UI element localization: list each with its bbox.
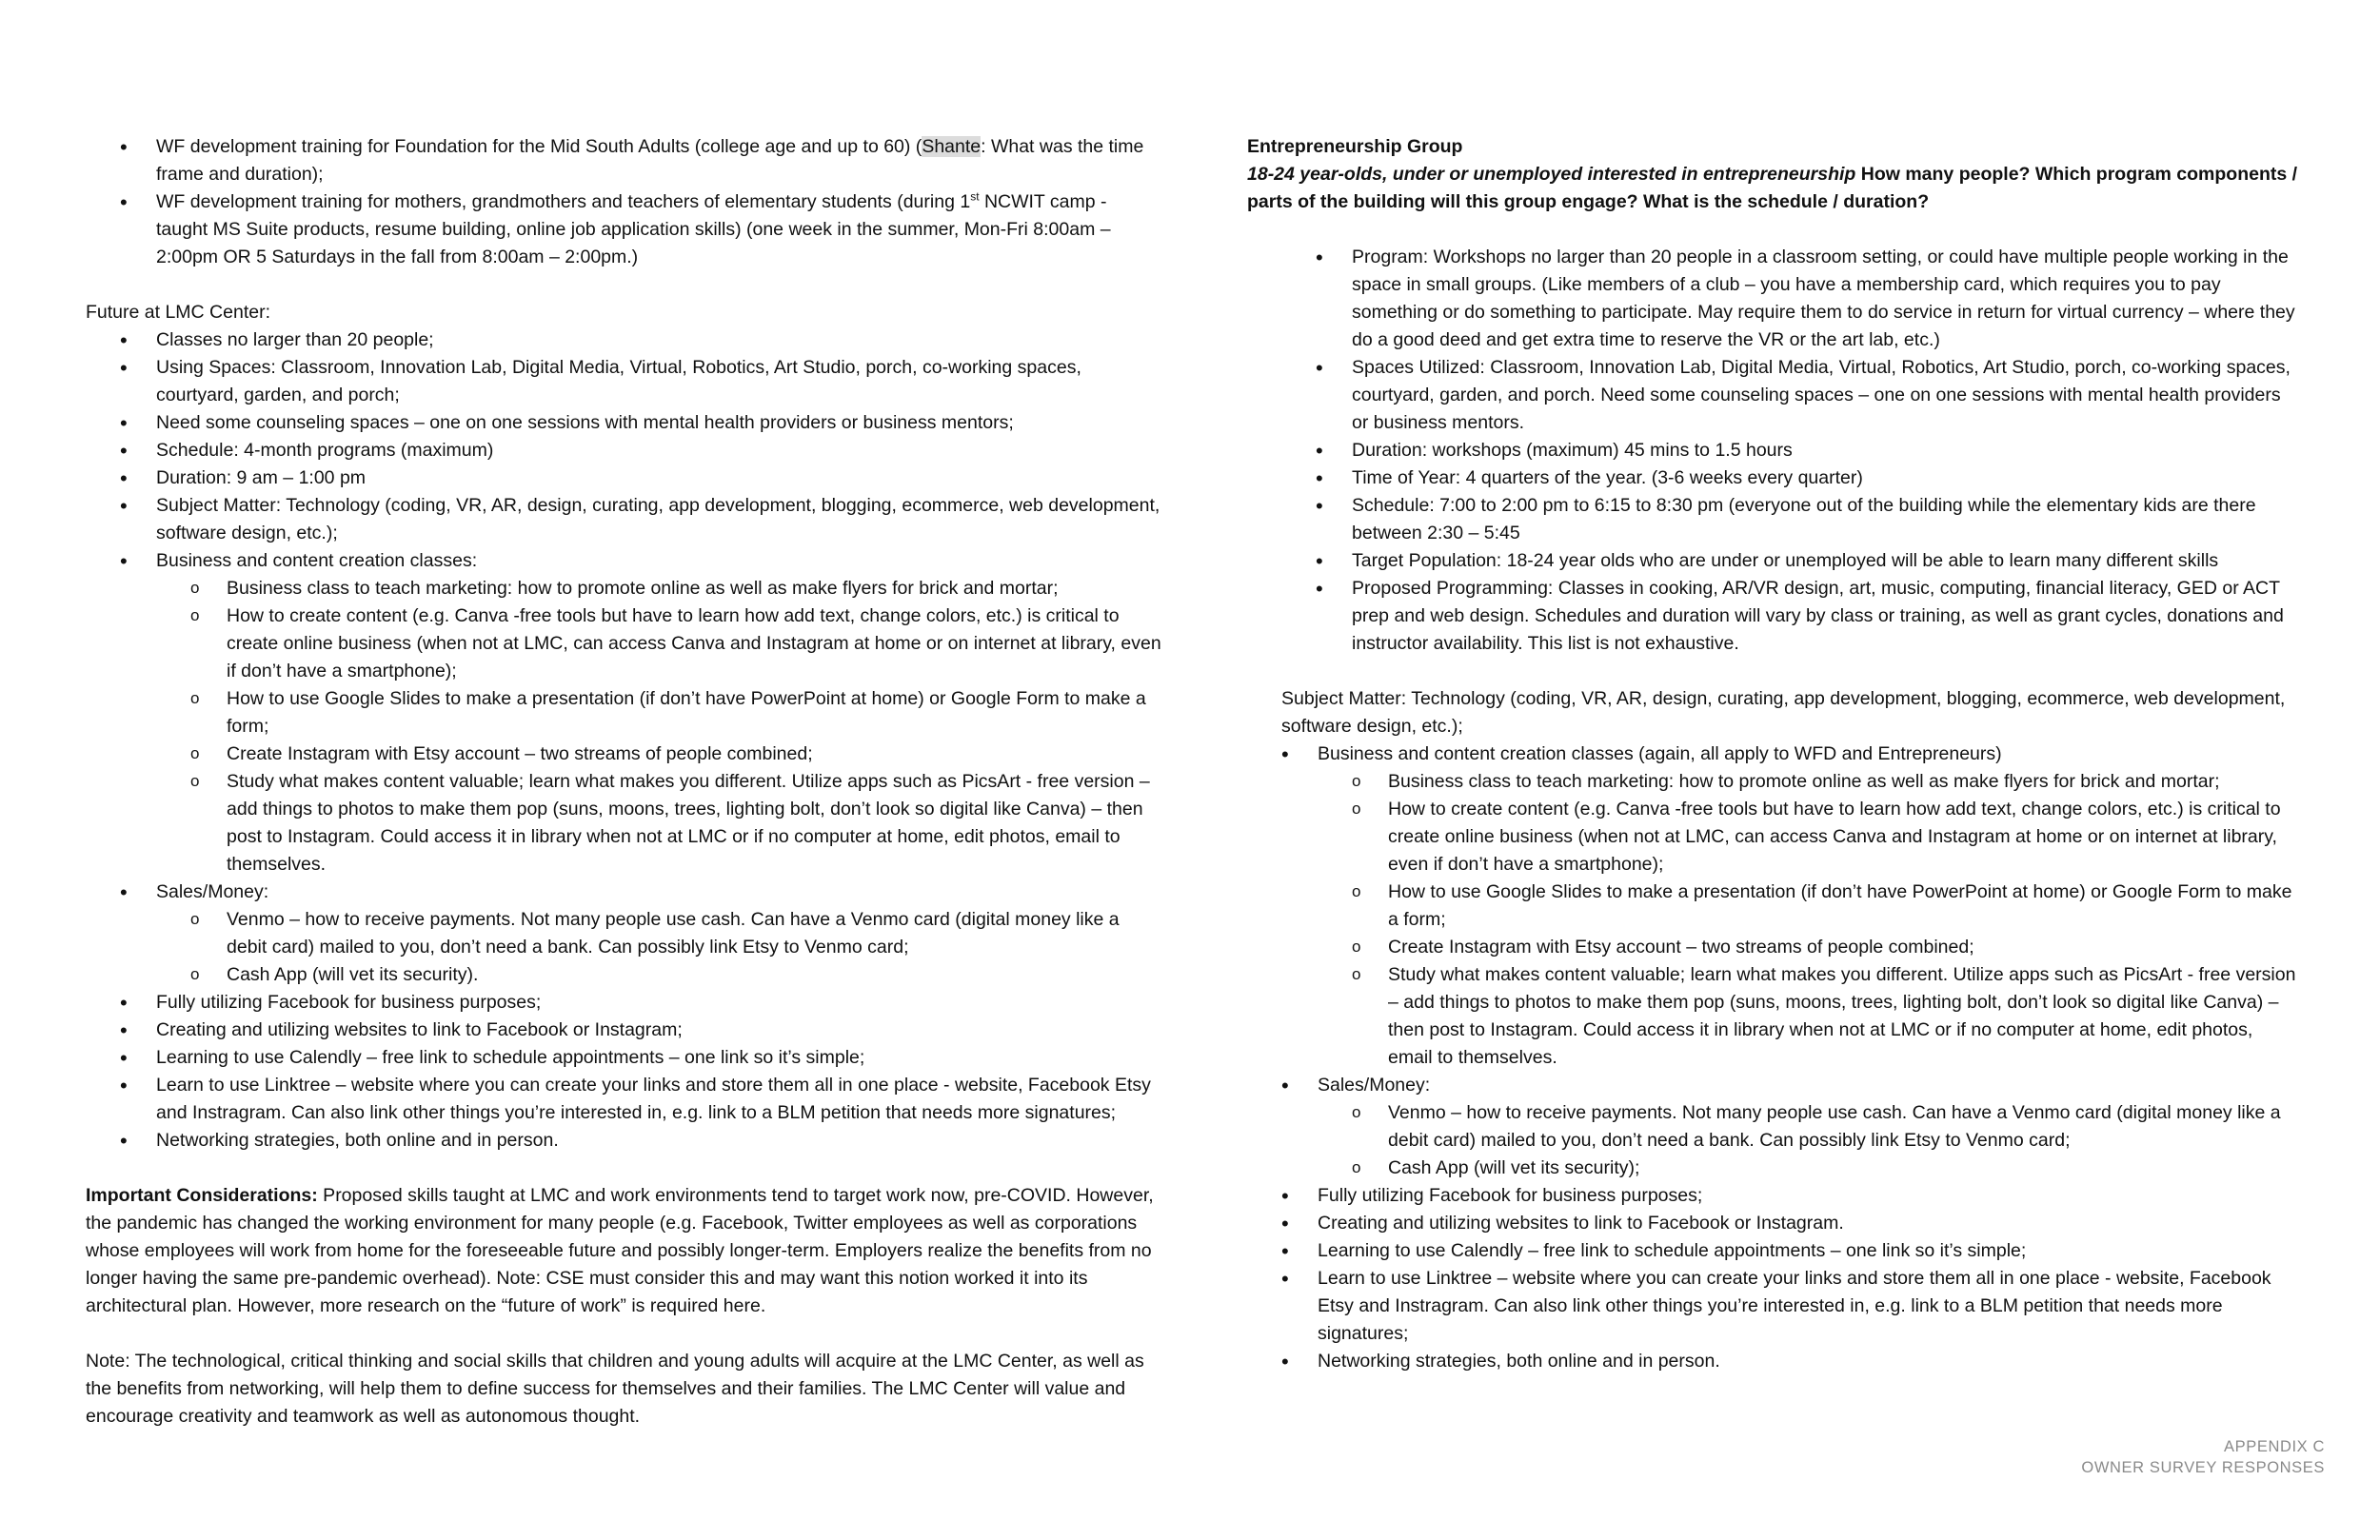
list-item: • Networking strategies, both online and in person. bbox=[86, 1127, 1161, 1155]
highlighted-name: Shante bbox=[922, 136, 982, 157]
list-item bbox=[1247, 1072, 2299, 1182]
list-item: • Program: Workshops no larger than 20 people in a classroom setting, or could have multiple people working in the space in small groups. (Like members of a club – you have a membership card, which requires you to pay something or do something to participate. May require them to do service in return for virtual currency – where they do a good deed and get extra time to reserve the VR or the art lab, etc.) bbox=[1281, 244, 2299, 354]
list-item: • Fully utilizing Facebook for business purposes; bbox=[86, 989, 1161, 1017]
list-item: • Using Spaces: Classroom, Innovation Lab, Digital Media, Virtual, Robotics, Art Studio, porch, co-working spaces, courtyard, garden, and porch; bbox=[86, 354, 1161, 409]
list-item bbox=[86, 879, 1161, 989]
sub-list-item: o Venmo – how to receive payments. Not many people use cash. Can have a Venmo card (digital money like a debit card) mailed to you, don’t need a bank. Can possibly link Etsy to Venmo card; bbox=[156, 906, 1161, 961]
list-item: • Networking strategies, both online and in person. bbox=[1247, 1348, 2299, 1375]
subheading-italic: 18-24 year-olds, under or unemployed interested in entrepreneurship bbox=[1247, 164, 1856, 185]
sales-label: Sales/Money: bbox=[156, 881, 269, 902]
bullet-text: NCWIT camp - taught MS Suite products, resume building, online job application skills) (one week in the summer, Mon-Fri 8:00am – 2:00pm OR 5 Saturdays in the fall from 8:00am – 2:00pm.) bbox=[156, 191, 1111, 267]
sub-list-item: o How to use Google Slides to make a presentation (if don’t have PowerPoint at home) or Google Form to make a form; bbox=[156, 685, 1161, 740]
list-item: • Learn to use Linktree – website where you can create your links and store them all in one place - website, Facebook Etsy and Instragram. Can also link other things you’re interested in, e.g. link to a BLM petition that needs more signatures; bbox=[86, 1072, 1161, 1127]
superscript: st bbox=[970, 189, 980, 204]
left-column bbox=[86, 133, 1161, 1431]
business-sub-list bbox=[1318, 768, 2299, 1072]
appendix-label bbox=[2081, 1436, 2325, 1478]
appendix-title: APPENDIX C bbox=[2224, 1438, 2325, 1455]
list-item: • Proposed Programming: Classes in cooking, AR/VR design, art, music, computing, financial literacy, GED or ACT prep and web design. Schedules and duration will vary by class or training, as well as grant cycles, donations and instructor availability. This list is not exhaustive. bbox=[1281, 575, 2299, 658]
list-item bbox=[86, 188, 1161, 271]
subheading-questions: How many people? Which program components / parts of the building will this group engage? What is the schedule / duration? bbox=[1247, 164, 2298, 212]
list-item: • Duration: 9 am – 1:00 pm bbox=[86, 464, 1161, 492]
list-item: • Duration: workshops (maximum) 45 mins to 1.5 hours bbox=[1281, 437, 2299, 464]
section-subheading bbox=[1247, 161, 2299, 216]
intro-bullet-list bbox=[86, 133, 1161, 271]
right-column bbox=[1247, 133, 2299, 1375]
sub-list-item: o Business class to teach marketing: how to promote online as well as make flyers for brick and mortar; bbox=[156, 575, 1161, 602]
bullet-text: WF development training for mothers, grandmothers and teachers of elementary students (during 1 bbox=[156, 191, 971, 212]
list-item: • Fully utilizing Facebook for business purposes; bbox=[1247, 1182, 2299, 1210]
content-bullet-list bbox=[1247, 740, 2299, 1375]
bullet-text: WF development training for Foundation for the Mid South Adults (college age and up to 60) ( bbox=[156, 136, 922, 157]
sub-list-item: o How to create content (e.g. Canva -free tools but have to learn how add text, change colors, etc.) is critical to create online business (when not at LMC, can access Canva and Instagram at home or on internet at library, even if don’t have a smartphone); bbox=[156, 602, 1161, 685]
sub-list-item: o Study what makes content valuable; learn what makes you different. Utilize apps such as PicsArt - free version – add things to photos to make them pop (suns, moons, trees, lighting bolt, don’t look so digital like Canva) – then post to Instagram. Could access it in library when not at LMC or if no computer at home, edit photos, email to themselves. bbox=[1318, 961, 2299, 1072]
sales-label: Sales/Money: bbox=[1318, 1075, 1431, 1096]
sub-list-item: o How to use Google Slides to make a presentation (if don’t have PowerPoint at home) or Google Form to make a form; bbox=[1318, 879, 2299, 934]
list-item: • Creating and utilizing websites to link to Facebook or Instagram; bbox=[86, 1017, 1161, 1044]
list-item: • Creating and utilizing websites to link to Facebook or Instagram. bbox=[1247, 1210, 2299, 1237]
list-item: • Schedule: 7:00 to 2:00 pm to 6:15 to 8:30 pm (everyone out of the building while the elementary kids are there between 2:30 – 5:45 bbox=[1281, 492, 2299, 547]
sales-sub-list bbox=[1318, 1099, 2299, 1182]
considerations-paragraph bbox=[86, 1182, 1161, 1320]
list-item: • Schedule: 4-month programs (maximum) bbox=[86, 437, 1161, 464]
list-item: • Target Population: 18-24 year olds who are under or unemployed will be able to learn many different skills bbox=[1281, 547, 2299, 575]
sub-list-item: o Cash App (will vet its security); bbox=[1318, 1155, 2299, 1182]
list-item: • Subject Matter: Technology (coding, VR, AR, design, curating, app development, blogging, ecommerce, web development, software design, etc.); bbox=[86, 492, 1161, 547]
list-item bbox=[86, 547, 1161, 879]
list-item: • Learning to use Calendly – free link to schedule appointments – one link so it’s simple; bbox=[86, 1044, 1161, 1072]
sub-list-item: o Business class to teach marketing: how to promote online as well as make flyers for brick and mortar; bbox=[1318, 768, 2299, 796]
sub-list-item: o How to create content (e.g. Canva -free tools but have to learn how add text, change colors, etc.) is critical to create online business (when not at LMC, can access Canva and Instagram at home or on internet at library, even if don’t have a smartphone); bbox=[1318, 796, 2299, 879]
considerations-label: Important Considerations: bbox=[86, 1185, 318, 1206]
considerations-text: Proposed skills taught at LMC and work environments tend to target work now, pre-COVID. However, the pandemic has changed the working environment for many people (e.g. Facebook, Twitter employees as well as corporations whose employees will work from home for the foreseeable future and possibly longer-term. Employers realize the benefits from no longer having the same pre-pandemic overhead). Note: CSE must consider this and may want this notion worked it into its architectural plan. However, more research on the “future of work” is required here. bbox=[86, 1185, 1154, 1316]
list-item: • Classes no larger than 20 people; bbox=[86, 326, 1161, 354]
list-item: • Time of Year: 4 quarters of the year. (3-6 weeks every quarter) bbox=[1281, 464, 2299, 492]
sub-list-item: o Venmo – how to receive payments. Not many people use cash. Can have a Venmo card (digital money like a debit card) mailed to you, don’t need a bank. Can possibly link Etsy to Venmo card; bbox=[1318, 1099, 2299, 1155]
section-heading: Entrepreneurship Group bbox=[1247, 136, 1463, 157]
note-paragraph: Note: The technological, critical thinking and social skills that children and young adults will acquire at the LMC Center, as well as the benefits from networking, will help them to define success for themselves and their families. The LMC Center will value and encourage creativity and teamwork as well as autonomous thought. bbox=[86, 1351, 1144, 1427]
list-item: • Learn to use Linktree – website where you can create your links and store them all in one place - website, Facebook Etsy and Instragram. Can also link other things you’re interested in, e.g. link to a BLM petition that needs more signatures; bbox=[1247, 1265, 2299, 1348]
appendix-subtitle: OWNER SURVEY RESPONSES bbox=[2081, 1459, 2325, 1476]
list-item bbox=[1247, 740, 2299, 1072]
list-item: • Need some counseling spaces – one on one sessions with mental health providers or business mentors; bbox=[86, 409, 1161, 437]
program-bullet-list bbox=[1281, 244, 2299, 658]
bullet-text: : What was the time frame and duration); bbox=[156, 136, 1144, 185]
sub-list-item: o Create Instagram with Etsy account – two streams of people combined; bbox=[1318, 934, 2299, 961]
list-item bbox=[86, 133, 1161, 188]
future-heading: Future at LMC Center: bbox=[86, 302, 270, 323]
business-sub-list bbox=[156, 575, 1161, 879]
indented-block bbox=[1247, 244, 2299, 1375]
list-item: • Learning to use Calendly – free link to schedule appointments – one link so it’s simple; bbox=[1247, 1237, 2299, 1265]
sub-list-item: o Create Instagram with Etsy account – two streams of people combined; bbox=[156, 740, 1161, 768]
list-item: • Spaces Utilized: Classroom, Innovation Lab, Digital Media, Virtual, Robotics, Art Studio, porch, co-working spaces, courtyard, garden, and porch. Need some counseling spaces – one on one sessions with mental health providers or business mentors. bbox=[1281, 354, 2299, 437]
subject-matter-paragraph: Subject Matter: Technology (coding, VR, AR, design, curating, app development, blogging, ecommerce, web development, software design, etc.); bbox=[1281, 688, 2286, 737]
sales-sub-list bbox=[156, 906, 1161, 989]
business-label: Business and content creation classes (again, all apply to WFD and Entrepreneurs) bbox=[1318, 743, 2002, 764]
sub-list-item: o Study what makes content valuable; learn what makes you different. Utilize apps such as PicsArt - free version – add things to photos to make them pop (suns, moons, trees, lighting bolt, don’t look so digital like Canva) – then post to Instagram. Could access it in library when not at LMC or if no computer at home, edit photos, email to themselves. bbox=[156, 768, 1161, 879]
sub-list-item: o Cash App (will vet its security). bbox=[156, 961, 1161, 989]
business-label: Business and content creation classes: bbox=[156, 550, 478, 571]
future-bullet-list bbox=[86, 326, 1161, 1155]
